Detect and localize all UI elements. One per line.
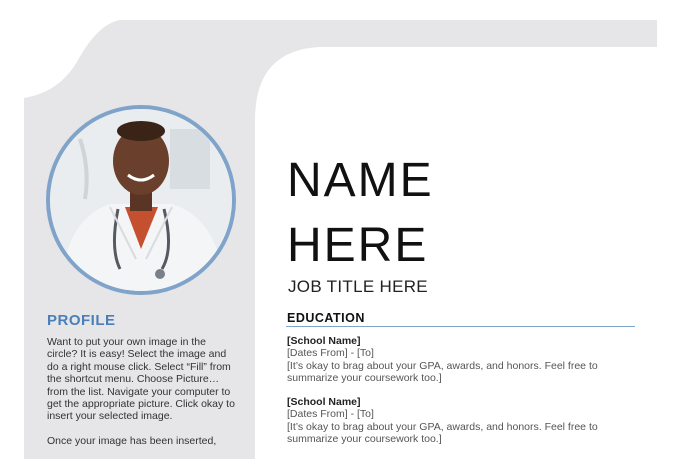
school-description: [It’s okay to brag about your GPA, awards, and honors. Feel free to summarize your coursework too.]	[287, 420, 598, 446]
job-title: JOB TITLE HERE	[288, 277, 428, 296]
profile-paragraph-2: Once your image has been inserted,	[47, 434, 217, 447]
profile-paragraph-1: Want to put your own image in the circle? It is easy! Select the image and do a right mouse click. Select “Fill” from the shortcut menu. Choose Picture… from the list. Navigate your computer to get the appropriate picture. Click okay to insert your selected image.	[47, 336, 235, 423]
school-dates: [Dates From] - [To]	[287, 408, 374, 421]
education-entry	[287, 396, 632, 446]
name-line-1: NAME	[287, 154, 434, 207]
profile-text	[47, 336, 239, 459]
profile-heading: PROFILE	[47, 312, 116, 329]
education-heading: EDUCATION	[287, 311, 365, 325]
section-divider	[286, 326, 635, 327]
profile-photo[interactable]	[46, 105, 236, 295]
name-line-2: HERE	[287, 219, 429, 272]
school-description: [It’s okay to brag about your GPA, awards, and honors. Feel free to summarize your coursework too.]	[287, 359, 598, 385]
school-name: [School Name]	[287, 335, 361, 347]
school-dates: [Dates From] - [To]	[287, 347, 374, 360]
education-entry	[287, 335, 632, 385]
school-name: [School Name]	[287, 396, 361, 408]
doctor-photo-image	[50, 109, 232, 291]
